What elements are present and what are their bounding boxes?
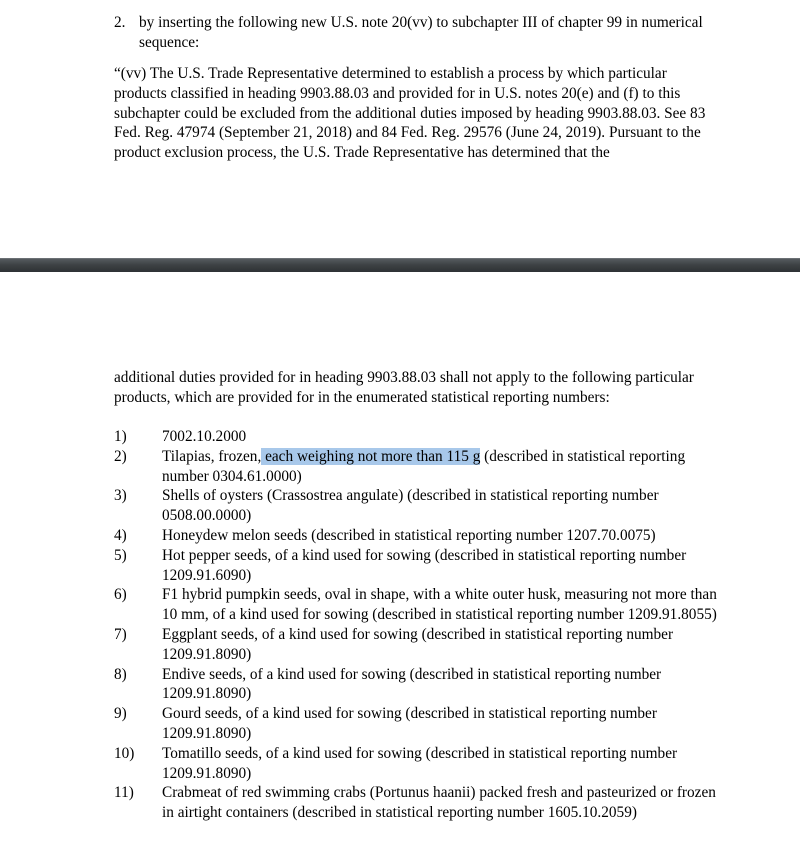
list-item	[114, 486, 724, 526]
list-item	[114, 625, 724, 665]
list-item-text: Endive seeds, of a kind used for sowing (described in statistical reporting number 1209.91.8090)	[162, 665, 662, 703]
instruction-number: 2.	[114, 14, 126, 31]
list-item-text: F1 hybrid pumpkin seeds, oval in shape, with a white outer husk, measuring not more than 10 mm, of a kind used for sowing (described in statistical reporting number 1209.91.8055)	[162, 586, 717, 624]
list-item	[114, 546, 724, 586]
numbered-instruction-2	[114, 13, 719, 53]
document-page-bottom	[0, 272, 800, 849]
list-item-number: 7)	[114, 625, 127, 643]
selected-text-highlight[interactable]: each weighing not more than 115 g	[261, 447, 481, 465]
text-before-selection: Tilapias, frozen,	[162, 447, 262, 465]
list-item-number: 11)	[114, 784, 134, 802]
list-item	[114, 783, 724, 823]
list-item-text: Honeydew melon seeds (described in statistical reporting number 1207.70.0075)	[162, 526, 656, 544]
list-item	[114, 585, 724, 625]
list-item-number: 5)	[114, 546, 127, 564]
text-after-selection: (described in statistical reporting number 0304.61.0000)	[162, 447, 686, 485]
list-item-number: 10)	[114, 744, 135, 762]
list-item-text[interactable]	[162, 447, 724, 487]
note-vv-paragraph: “(vv) The U.S. Trade Representative determined to establish a process by which particular products classified in heading 9903.88.03 and provided for in U.S. notes 20(e) and (f) to this subchapter could be excluded from the additional duties imposed by heading 9903.88.03. See 83 Fed. Reg. 47974 (September 21, 2018) and 84 Fed. Reg. 29576 (June 24, 2019). Pursuant to the product exclusion process, the U.S. Trade Representative has determined that the	[114, 65, 706, 162]
list-item	[114, 665, 724, 705]
list-item-text: Shells of oysters (Crassostrea angulate) (described in statistical reporting number 0508.00.0000)	[162, 487, 659, 525]
list-item-text: Gourd seeds, of a kind used for sowing (described in statistical reporting number 1209.91.8090)	[162, 705, 657, 742]
list-item	[114, 744, 724, 784]
list-item-text: Eggplant seeds, of a kind used for sowing (described in statistical reporting number 1209.91.8090)	[162, 625, 674, 663]
product-exclusion-list	[114, 427, 724, 823]
list-item	[114, 526, 724, 546]
list-item-text: Tomatillo seeds, of a kind used for sowing (described in statistical reporting number 1209.91.8090)	[162, 744, 678, 782]
instruction-text: by inserting the following new U.S. note 20(vv) to subchapter III of chapter 99 in numerical sequence:	[139, 14, 703, 51]
document-page-top	[0, 0, 800, 260]
list-item-text: 7002.10.2000	[162, 428, 247, 445]
list-item-text: Hot pepper seeds, of a kind used for sowing (described in statistical reporting number 1209.91.6090)	[162, 546, 687, 584]
list-item	[114, 427, 724, 447]
continuation-paragraph: additional duties provided for in heading 9903.88.03 shall not apply to the following particular products, which are provided for in the enumerated statistical reporting numbers:	[114, 369, 694, 406]
list-item-number: 2)	[114, 447, 127, 465]
list-item-number: 4)	[114, 526, 127, 544]
list-item	[114, 704, 724, 744]
list-item-number: 8)	[114, 665, 127, 683]
list-item-number: 3)	[114, 487, 127, 505]
page-separator	[0, 258, 800, 273]
list-item	[114, 447, 724, 487]
list-item-number: 6)	[114, 586, 127, 604]
list-item-number: 9)	[114, 705, 127, 723]
list-item-text: Crabmeat of red swimming crabs (Portunus haanii) packed fresh and pasteurized or frozen in airtight containers (described in statistical reporting number 1605.10.2059)	[162, 784, 716, 822]
list-item-number: 1)	[114, 428, 127, 445]
